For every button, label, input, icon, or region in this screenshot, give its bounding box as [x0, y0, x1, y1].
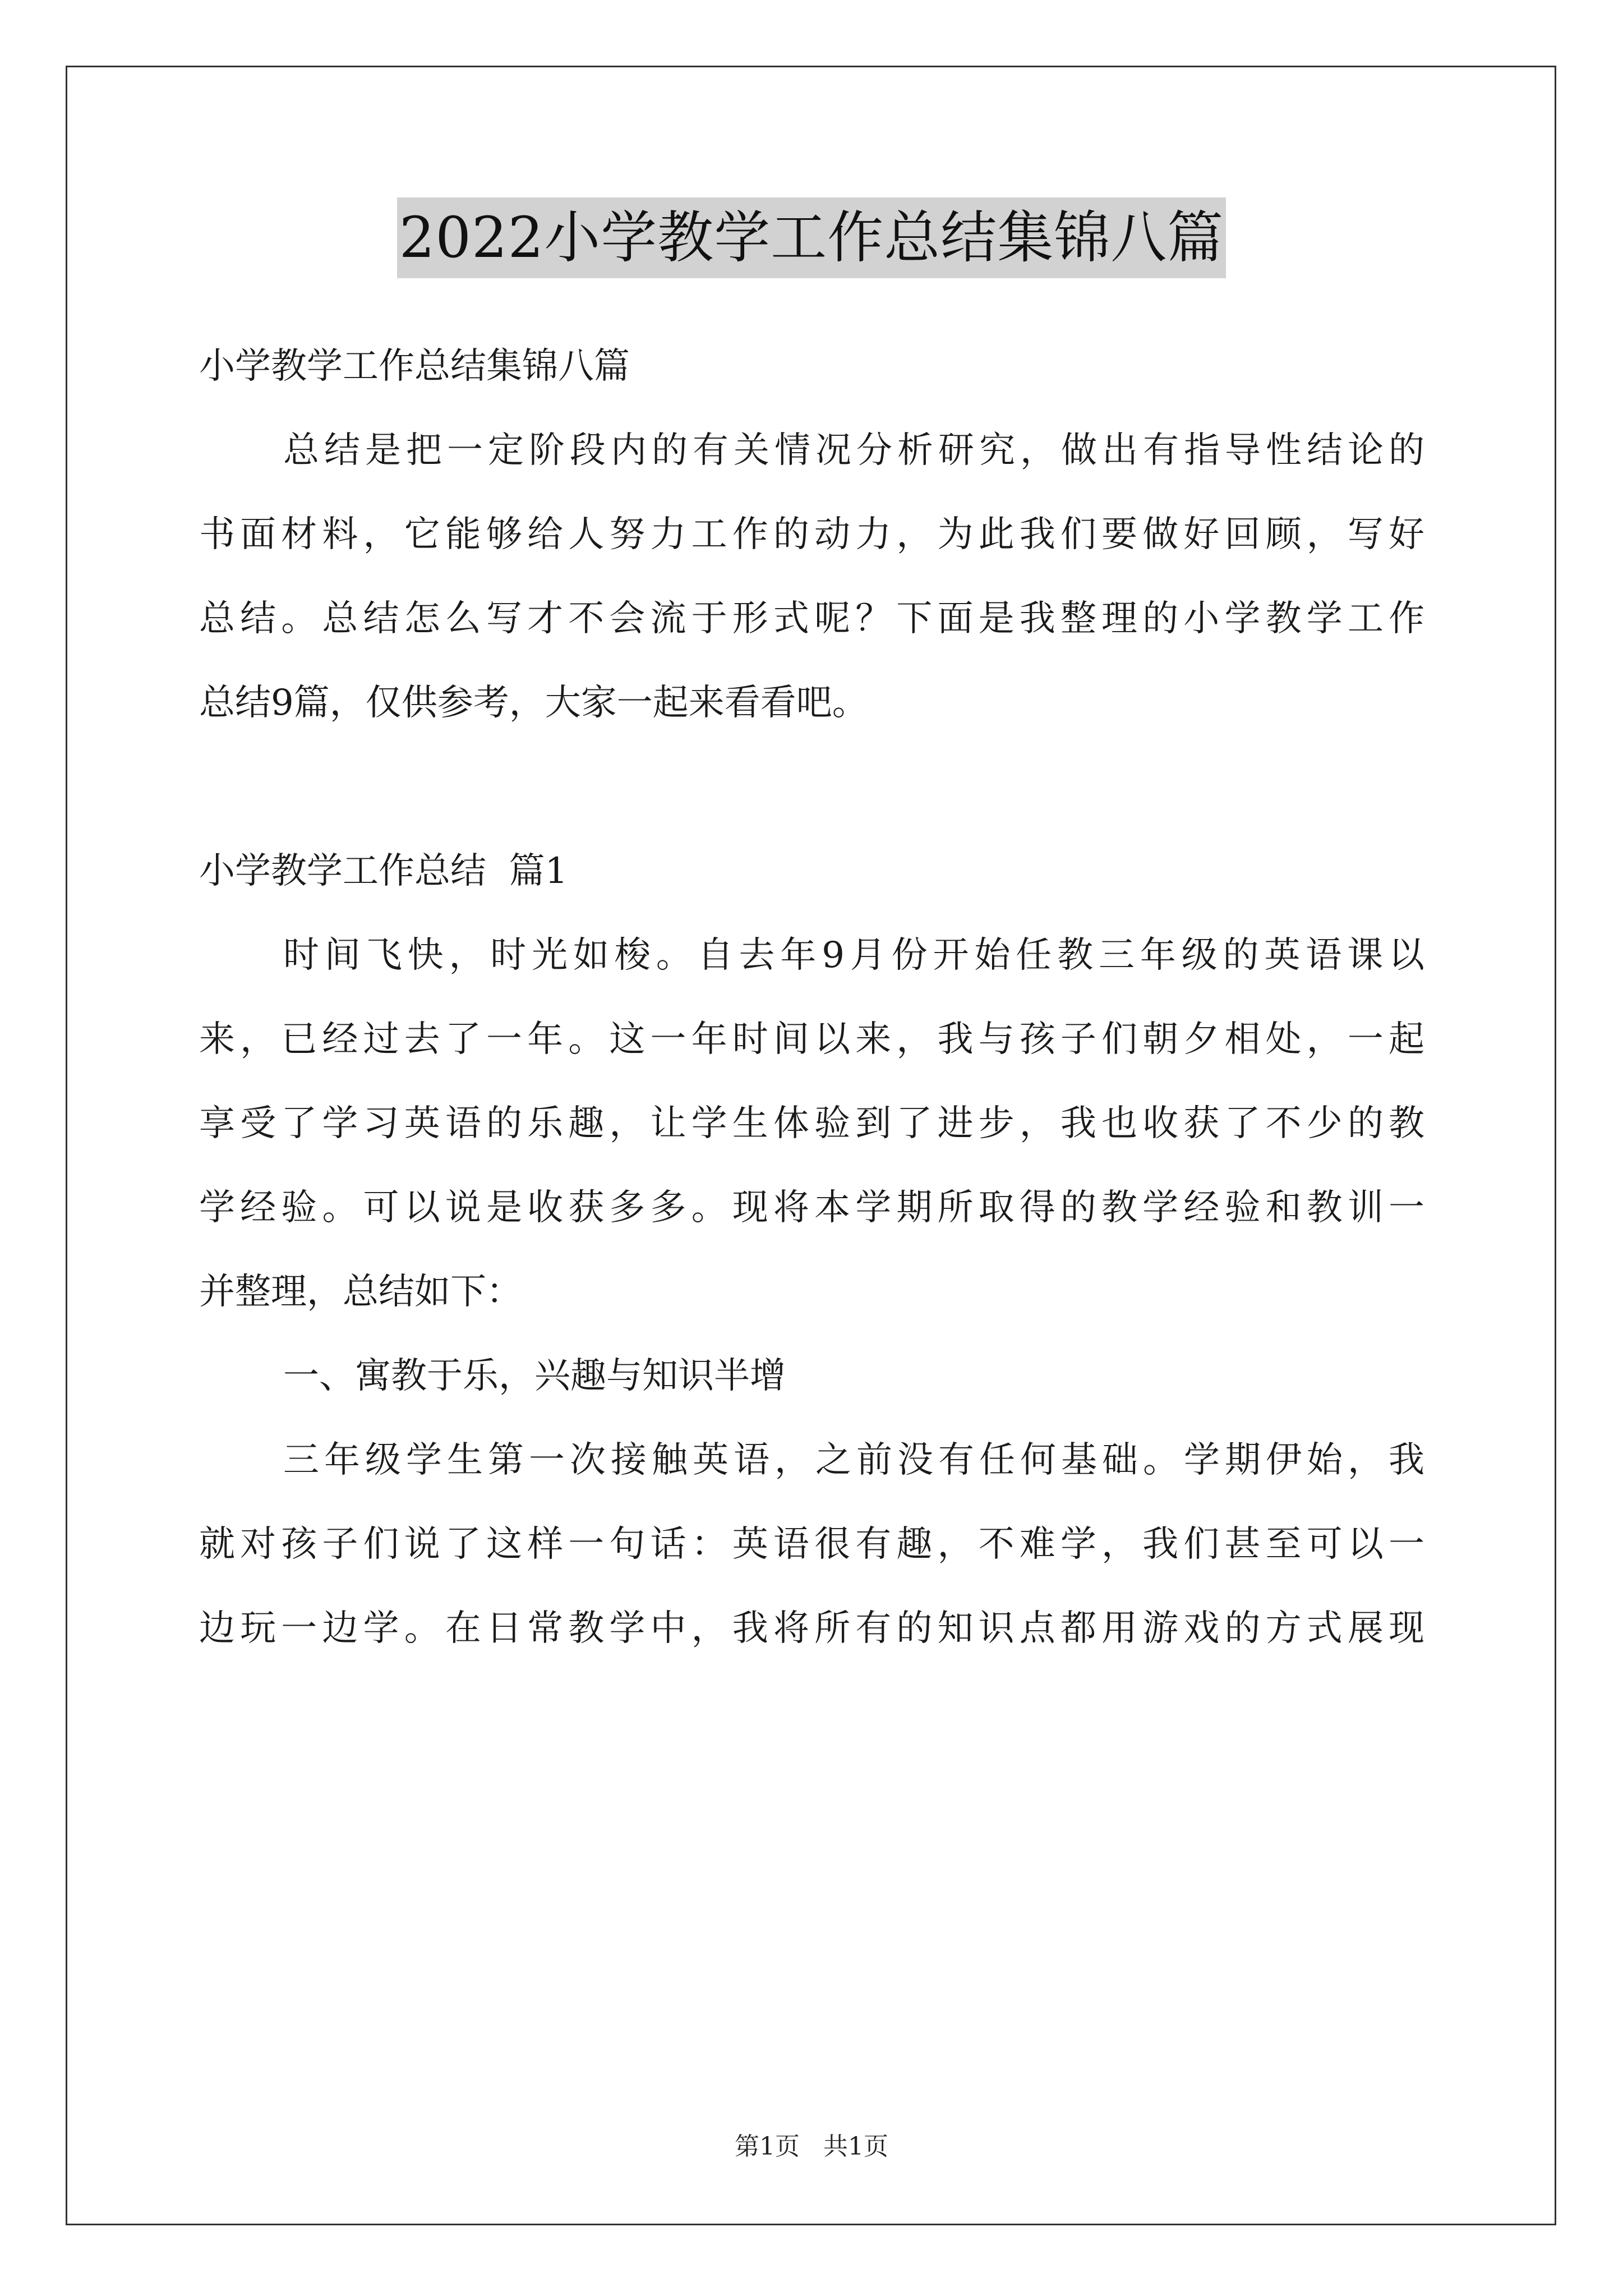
paragraph-line: 学经验。可以说是收获多多。现将本学期所取得的教学经验和教训一: [199, 1187, 1424, 1228]
subheading: 一、寓教于乐，兴趣与知识半增: [283, 1355, 786, 1397]
paragraph-line: 三年级学生第一次接触英语，之前没有任何基础。学期伊始，我: [283, 1439, 1424, 1481]
paragraph-line: 时间飞快，时光如梭。自去年9月份开始任教三年级的英语课以: [283, 935, 1424, 976]
paragraph-line: 并整理，总结如下：: [199, 1271, 522, 1313]
paragraph-line: 总结。总结怎么写才不会流于形式呢？下面是我整理的小学教学工作: [199, 598, 1424, 639]
spacer: [199, 745, 1424, 829]
document-body: [199, 324, 1424, 1671]
paragraph-line: 享受了学习英语的乐趣，让学生体验到了进步，我也收获了不少的教: [199, 1103, 1424, 1144]
page-number: 第1页 共1页: [735, 2132, 888, 2161]
paragraph-line: 边玩一边学。在日常教学中，我将所有的知识点都用游戏的方式展现: [199, 1608, 1424, 1649]
paragraph-line: 来，已经过去了一年。这一年时间以来，我与孩子们朝夕相处，一起: [199, 1019, 1424, 1060]
document-subtitle: 小学教学工作总结集锦八篇: [199, 346, 630, 387]
paragraph-line: 总结是把一定阶段内的有关情况分析研究，做出有指导性结论的: [283, 430, 1424, 471]
title-container: [0, 197, 1623, 278]
paragraph-line: 就对孩子们说了这样一句话：英语很有趣，不难学，我们甚至可以一: [199, 1524, 1424, 1565]
document-title: 2022小学教学工作总结集锦八篇: [397, 197, 1227, 278]
paragraph-line: 总结9篇，仅供参考，大家一起来看看吧。: [199, 682, 868, 724]
section-heading: 小学教学工作总结 篇1: [199, 850, 568, 892]
page-footer: [0, 2126, 1623, 2162]
paragraph-line: 书面材料，它能够给人努力工作的动力，为此我们要做好回顾，写好: [199, 514, 1424, 555]
